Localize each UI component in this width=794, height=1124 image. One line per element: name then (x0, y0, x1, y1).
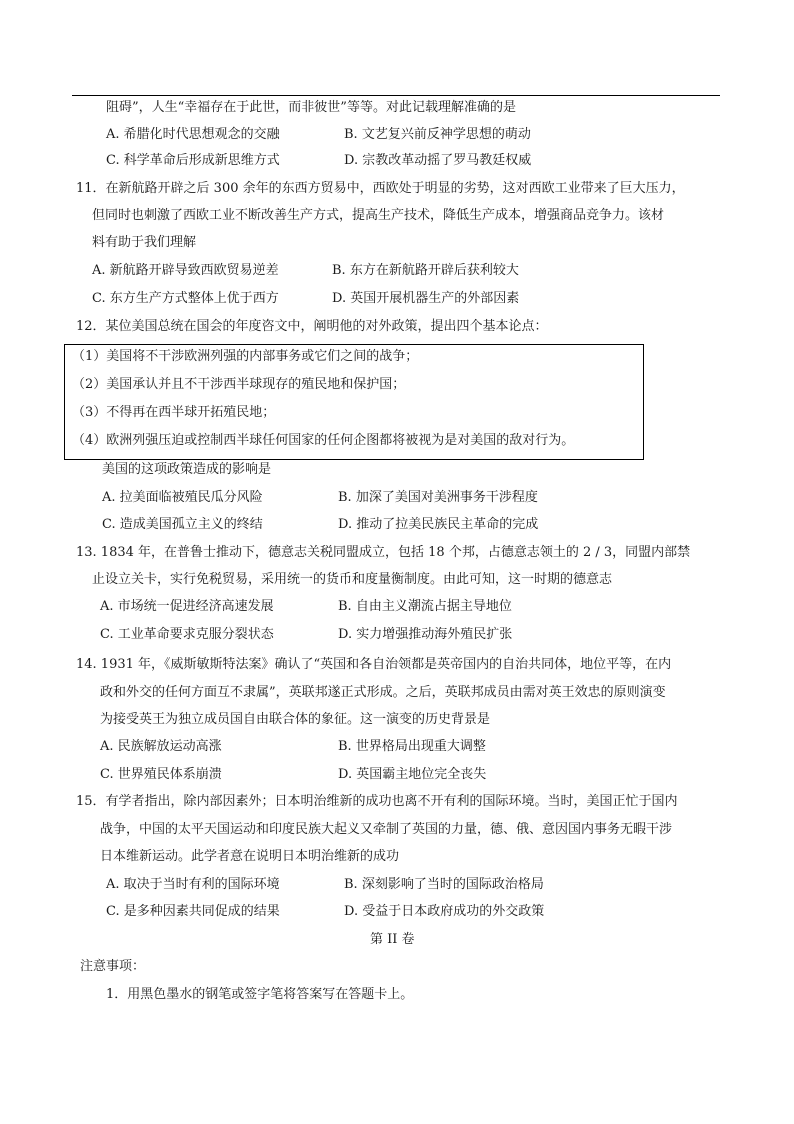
q14-line-2: 政和外交的任何方面互不隶属”，英联邦遂正式形成。之后，英联邦成员由需对英王效忠的原则演变 (100, 685, 666, 700)
q12-option-c: C. 造成美国孤立主义的终结 (102, 517, 263, 532)
note-item-1: 1．用黑色墨水的钢笔或签字笔将答案写在答题卡上。 (106, 987, 414, 1002)
q13-option-d: D. 实力增强推动海外殖民扩张 (338, 627, 513, 642)
q15-line-3: 日本维新运动。此学者意在说明日本明治维新的成功 (100, 849, 400, 864)
q11-line-2: 但同时也刺激了西欧工业不断改善生产方式，提高生产技术，降低生产成本，增强商品竞争力。该材 (92, 208, 665, 223)
section-title: 第 II 卷 (370, 932, 415, 947)
q12-point-1: （1）美国将不干涉欧洲列强的内部事务或它们之间的战争； (72, 349, 419, 364)
q15-option-a: A. 取决于当时有利的国际环境 (106, 877, 280, 892)
q14-line-1: 14. 1931 年，《威斯敏斯特法案》确认了“英国和各自治领都是英帝国内的自治共同体，地位平等，在内 (76, 657, 672, 672)
q13-line-2: 止设立关卡，实行免税贸易，采用统一的货币和度量衡制度。由此可知，这一时期的德意志 (92, 572, 613, 587)
q12-point-2: （2）美国承认并且不干涉西半球现存的殖民地和保护国； (72, 377, 406, 392)
q11-option-c: C. 东方生产方式整体上优于西方 (92, 291, 279, 306)
q10-option-d: D. 宗教改革动摇了罗马教廷权威 (344, 153, 532, 168)
q11-line-3: 料有助于我们理解 (92, 235, 197, 250)
q14-line-3: 为接受英王为独立成员国自由联合体的象征。这一演变的历史背景是 (100, 712, 491, 727)
q11-option-d: D. 英国开展机器生产的外部因素 (332, 291, 520, 306)
q11-line-1: 11．在新航路开辟之后 300 余年的东西方贸易中，西欧处于明显的劣势，这对西欧工业带来了巨大压力， (76, 181, 685, 196)
q10-stem-tail: 阻碍”，人生“幸福存在于此世，而非彼世”等等。对此记载理解准确的是 (106, 100, 516, 115)
q11-option-b: B. 东方在新航路开辟后获利较大 (332, 263, 519, 278)
q15-option-c: C. 是多种因素共同促成的结果 (106, 904, 280, 919)
q14-option-c: C. 世界殖民体系崩溃 (100, 767, 222, 782)
q15-option-d: D. 受益于日本政府成功的外交政策 (344, 904, 545, 919)
notes-heading: 注意事项： (80, 959, 146, 974)
q15-option-b: B. 深刻影响了当时的国际政治格局 (344, 877, 544, 892)
q10-option-b: B. 文艺复兴前反神学思想的萌动 (344, 127, 531, 142)
q12-option-a: A. 拉美面临被殖民瓜分风险 (102, 490, 263, 505)
q13-option-b: B. 自由主义潮流占据主导地位 (338, 599, 512, 614)
q15-line-1: 15．有学者指出，除内部因素外；日本明治维新的成功也离不开有利的国际环境。当时，美国正忙于国内 (76, 794, 678, 809)
q12-point-3: （3）不得再在西半球开拓殖民地； (72, 405, 276, 420)
q13-line-1: 13. 1834 年，在普鲁士推动下，德意志关税同盟成立，包括 18 个邦，占德意志领土的 2 / 3，同盟内部禁 (76, 545, 691, 560)
q14-option-a: A. 民族解放运动高涨 (100, 739, 222, 754)
q15-line-2: 战争，中国的太平天国运动和印度民族大起义又牵制了英国的力量，德、俄、意因国内事务无暇干涉 (100, 822, 673, 837)
q12-stem: 12．某位美国总统在国会的年度咨文中，阐明他的对外政策，提出四个基本论点： (76, 319, 548, 334)
q10-option-c: C. 科学革命后形成新思维方式 (106, 153, 280, 168)
q13-option-a: A. 市场统一促进经济高速发展 (100, 599, 274, 614)
q12-question: 美国的这项政策造成的影响是 (102, 462, 272, 477)
q11-option-a: A. 新航路开辟导致西欧贸易逆差 (92, 263, 279, 278)
q12-option-d: D. 推动了拉美民族民主革命的完成 (338, 517, 539, 532)
q10-option-a: A. 希腊化时代思想观念的交融 (106, 127, 280, 142)
header-rule (72, 95, 720, 96)
q13-option-c: C. 工业革命要求克服分裂状态 (100, 627, 274, 642)
q12-point-4: （4）欧洲列强压迫或控制西半球任何国家的任何企图都将被视为是对美国的敌对行为。 (72, 433, 575, 448)
q14-option-b: B. 世界格局出现重大调整 (338, 739, 486, 754)
q12-option-b: B. 加深了美国对美洲事务干涉程度 (338, 490, 538, 505)
q14-option-d: D. 英国霸主地位完全丧失 (338, 767, 487, 782)
